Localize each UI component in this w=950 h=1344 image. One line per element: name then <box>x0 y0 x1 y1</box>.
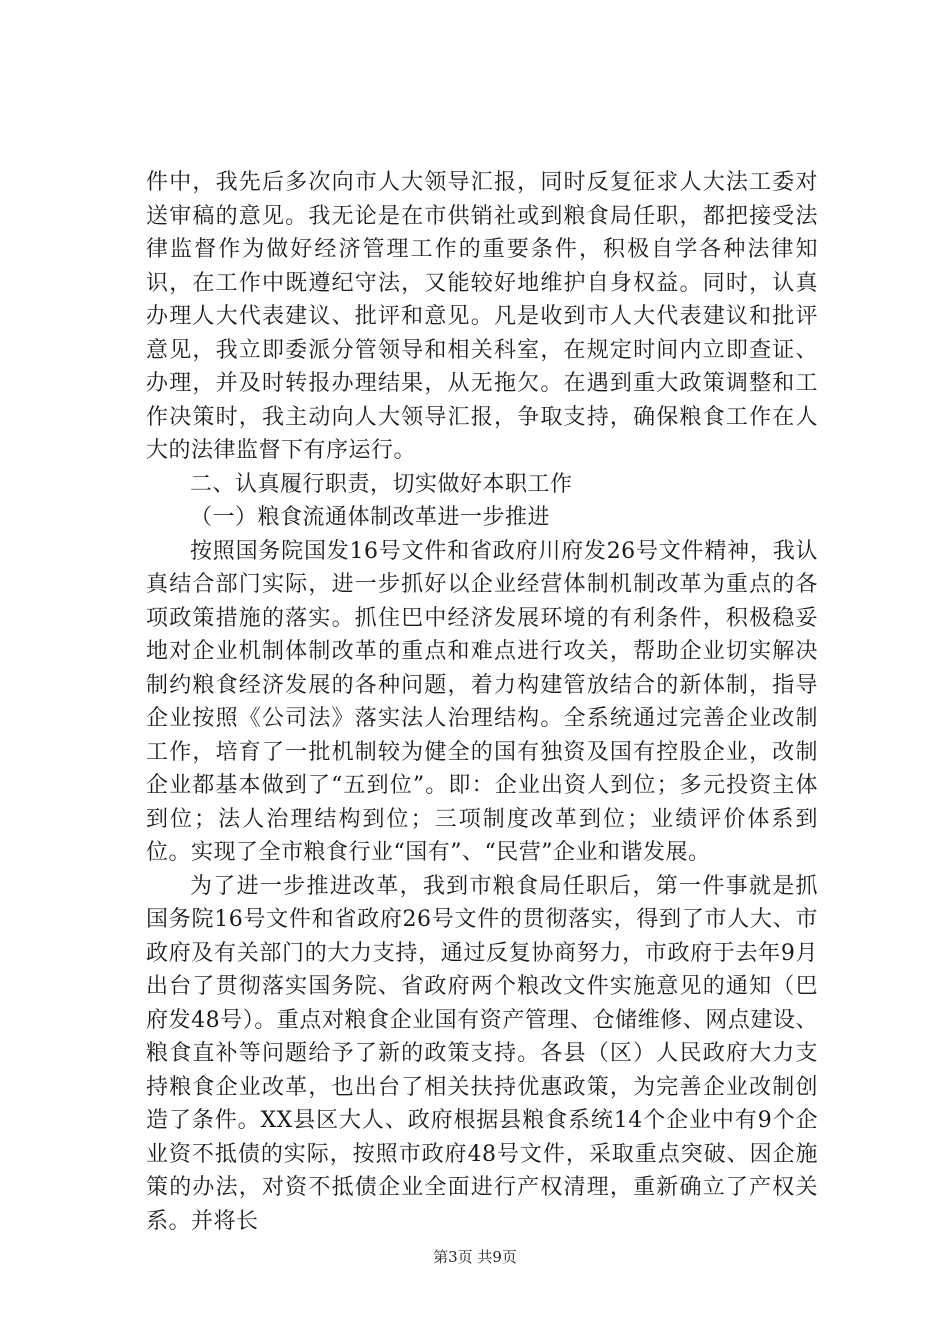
paragraph-further-reform: 为了进一步推进改革，我到市粮食局任职后，第一件事就是抓国务院16号文件和省政府26号文件的贯彻落实，得到了市人大、市政府及有关部门的大力支持，通过反复协商努力，市政府于去年9月出台了贯彻落实国务院、省政府两个粮改文件实施意见的通知（巴府发48号）。重点对粮食企业国有资产管理、仓储维修、网点建设、粮食直补等问题给予了新的政策支持。各县（区）人民政府大力支持粮食企业改革，也出台了相关扶持优惠政策，为完善企业改制创造了条件。XX县区大人、政府根据县粮食系统14个企业中有9个企业资不抵债的实际，按照市政府48号文件，采取重点突破、因企施策的办法，对资不抵债企业全面进行产权清理，重新确立了产权关系。并将长 <box>146 873 818 1234</box>
page-number-footer: 第3页 共9页 <box>433 1248 517 1266</box>
subsection-heading-1: （一）粮食流通体制改革进一步推进 <box>190 505 551 530</box>
paragraph-reform: 按照国务院国发16号文件和省政府川府发26号文件精神，我认真结合部门实际，进一步抓好以企业经营体制机制改革为重点的各项政策措施的落实。抓住巴中经济发展环境的有利条件，积极稳妥地对企业机制体制改革的重点和难点进行攻关，帮助企业切实解决制约粮食经济发展的各种问题，着力构建管放结合的新体制，指导企业按照《公司法》落实法人治理结构。全系统通过完善企业改制工作，培育了一批机制较为健全的国有独资及国有控股企业，改制企业都基本做到了“五到位”。即：企业出资人到位；多元投资主体到位；法人治理结构到位；三项制度改革到位；业绩评价体系到位。实现了全市粮食行业“国有”、“民营”企业和谐发展。 <box>146 538 818 865</box>
section-heading-2: 二、认真履行职责，切实做好本职工作 <box>190 471 573 497</box>
paragraph-continuation: 件中，我先后多次向市人大领导汇报，同时反复征求人大法工委对送审稿的意见。我无论是在市供销社或到粮食局任职，都把接受法律监督作为做好经济管理工作的重要条件，积极自学各种法律知识，在工作中既遵纪守法，又能较好地维护自身权益。同时，认真办理人大代表建议、批评和意见。凡是收到市人大代表建议和批评意见，我立即委派分管领导和相关科室，在规定时间内立即查证、办理，并及时转报办理结果，从无拖欠。在遇到重大政策调整和工作决策时，我主动向人大领导汇报，争取支持，确保粮食工作在人大的法律监督下有序运行。 <box>146 170 818 463</box>
document-body <box>146 166 818 1238</box>
